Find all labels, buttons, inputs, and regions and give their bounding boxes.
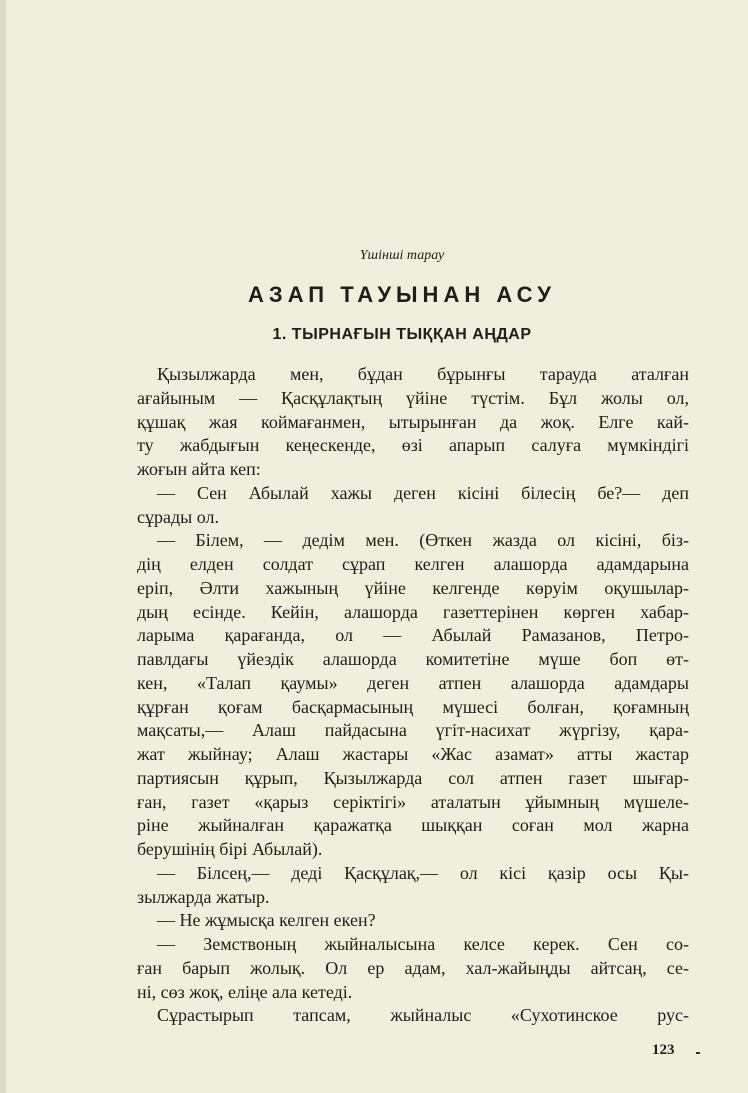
page-edge <box>0 0 6 1093</box>
text-line: ған барып жолық. Ол ер адам, хал-жайыңды айтсаң, се- <box>137 957 689 978</box>
text-line: ған, газет «қарыз серіктігі» аталатын ұйымның мүшеле- <box>137 791 689 812</box>
chapter-label: Үшінші тарау <box>359 248 445 263</box>
text-line: еріп, Әлти хажының үйіне келгенде көруім оқушылар- <box>137 577 689 598</box>
text-line: павлдағы үйездік алашорда комитетіне мүше боп өт- <box>137 649 689 669</box>
text-line: жоғын айта кеп: <box>137 459 261 479</box>
text-line: — Не жұмысқа келген екен? <box>157 910 376 931</box>
text-line: ні, сөз жоқ, еліңе ала кетеді. <box>137 981 353 1002</box>
text-line: ағайыным — Қасқұлақтың үйіне түстім. Бұл жолы ол, <box>137 387 689 408</box>
chapter-title: АЗАП ТАУЫНАН АСУ <box>248 282 556 307</box>
text-line: — Білем, — дедім мен. (Өткен жазда ол кісіні, біз- <box>157 530 689 551</box>
body-text <box>137 363 689 1028</box>
text-line: жат жыйнау; Алаш жастары «Жас азамат» атты жастар <box>137 744 689 764</box>
text-line: Сұрастырып тапсам, жыйналыс «Сухотинское рус- <box>157 1005 689 1026</box>
text-line: — Земствоның жыйналысына келсе керек. Сен со- <box>157 934 689 954</box>
text-line: сұрады ол. <box>137 506 219 527</box>
text-line: ларыма қарағанда, ол — Абылай Рамазанов, Петро- <box>137 625 689 646</box>
text-line: дің елден солдат сұрап келген алашорда адамдарына <box>137 554 689 574</box>
text-line: зылжарда жатыр. <box>137 886 270 907</box>
text-line: құрған қоғам басқармасының мүшесі болған, қоғамның <box>137 696 689 717</box>
scan-speck <box>696 1052 700 1054</box>
section-title: 1. ТЫРНАҒЫН ТЫҚҚАН АҢДАР <box>272 326 532 343</box>
text-line: мақсаты,— Алаш пайдасына үгіт-насихат жүргізу, қара- <box>137 720 689 741</box>
text-line: берушінің бірі Абылай). <box>137 839 323 859</box>
text-line: дың есінде. Кейін, алашорда газеттерінен көрген хабар- <box>137 601 689 622</box>
text-line: құшақ жая коймағанмен, ытырынған да жоқ. Елге кай- <box>137 411 689 432</box>
text-line: партиясын құрып, Қызылжарда сол атпен газет шығар- <box>137 767 689 788</box>
text-line: — Білсең,— деді Қасқұлақ,— ол кісі қазір осы Қы- <box>157 862 689 883</box>
text-line: ту жабдығын кеңескенде, өзі апарып салуға мүмкіндігі <box>137 435 689 456</box>
text-line: ріне жыйналған қаражатқа шыққан соған мол жарна <box>137 815 689 836</box>
page-number: 123 <box>652 1042 675 1058</box>
text-line: — Сен Абылай хажы деген кісіні білесің бе?— деп <box>157 482 689 503</box>
text-line: Қызылжарда мен, бұдан бұрынғы тарауда аталған <box>157 364 689 384</box>
text-line: кен, «Талап қаумы» деген атпен алашорда адамдары <box>137 672 689 693</box>
